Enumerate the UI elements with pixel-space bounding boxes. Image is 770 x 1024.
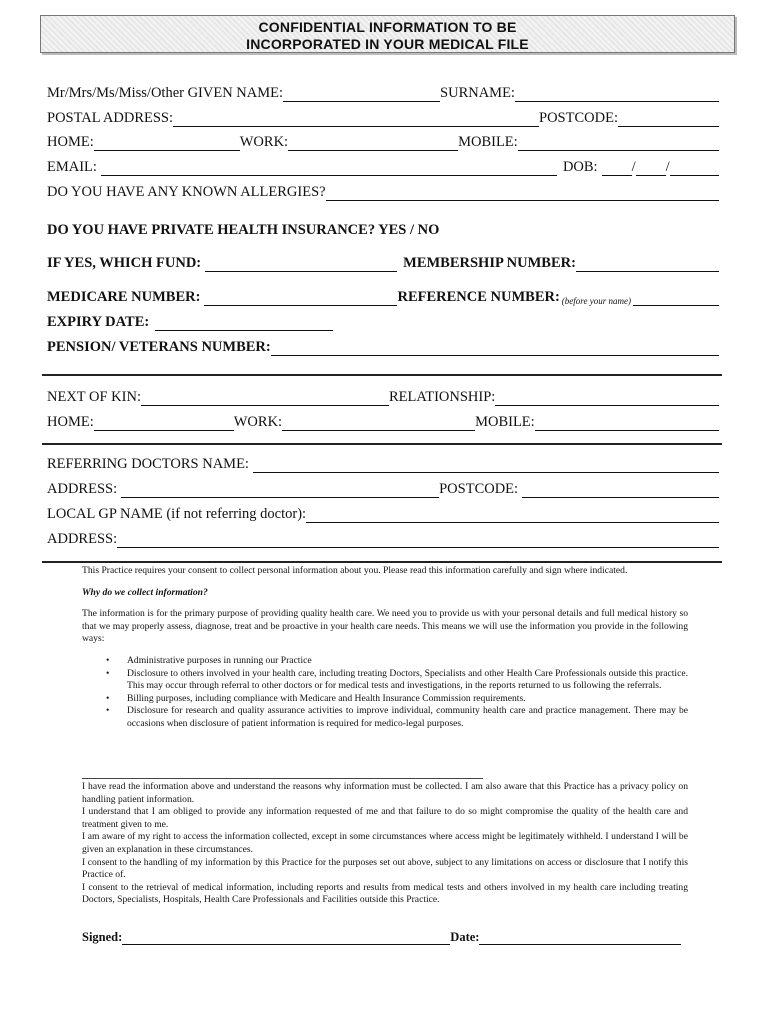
medicare-label: MEDICARE NUMBER: [47, 289, 201, 305]
referral-postcode-label: POSTCODE: [439, 481, 519, 497]
home-phone-field[interactable] [94, 136, 240, 151]
notice-intro: This Practice requires your consent to collect personal information about you. Please read this information carefully and sign where indicated. [82, 565, 628, 576]
declaration-item: I consent to the handling of my information by this Practice for the purposes set out above, subject to any limitations on access or disclosure that I notify this Practice of. [82, 856, 688, 881]
surname-field[interactable] [515, 87, 719, 102]
form-title-line-2: INCORPORATED IN YOUR MEDICAL FILE [246, 36, 529, 52]
name-row [47, 85, 719, 102]
usage-list [82, 655, 688, 731]
referring-doctor-label: REFERRING DOCTORS NAME: [47, 456, 249, 472]
declaration-item: I understand that I am obliged to provide any information requested of me and that failure to do so might compromise the quality of the health care and treatment given to me. [82, 806, 688, 830]
section-divider [42, 443, 722, 445]
work-phone-field[interactable] [288, 136, 458, 151]
allergies-row [47, 184, 719, 201]
gp-row [47, 506, 719, 523]
signature-field[interactable] [122, 932, 450, 945]
declaration-item: I consent to the retrieval of medical information, including reports and results from medical tests and others involved in my health care including treating Doctors, Specialists, Hospitals, Health Care Professionals and Facilities outside this Practice. [82, 881, 688, 906]
section-divider [42, 374, 722, 376]
kin-home-label: HOME: [47, 414, 94, 430]
pension-field[interactable] [271, 341, 719, 356]
kin-mobile-label: MOBILE: [475, 414, 535, 430]
referral-address-row [47, 481, 719, 498]
section-divider [42, 561, 722, 563]
referring-doctor-field[interactable] [253, 458, 719, 473]
declarations [82, 781, 688, 907]
kin-row [47, 389, 719, 406]
email-field[interactable] [101, 161, 557, 176]
date-field[interactable] [479, 932, 681, 945]
reference-field[interactable] [633, 291, 719, 306]
referral-postcode-field[interactable] [522, 483, 719, 498]
allergies-field[interactable] [326, 186, 719, 201]
mobile-label: MOBILE: [458, 134, 518, 150]
medicare-field[interactable] [204, 291, 397, 306]
dob-separator: / [631, 159, 636, 175]
gp-name-label: LOCAL GP NAME (if not referring doctor): [47, 506, 307, 522]
referral-address-label: ADDRESS: [47, 481, 118, 497]
reference-note: (before your name) [561, 296, 631, 306]
postal-row [47, 110, 719, 127]
referring-row [47, 456, 719, 473]
private-insurance-row [47, 222, 719, 239]
reference-label: REFERENCE NUMBER: [397, 289, 560, 305]
gp-address-field[interactable] [117, 533, 719, 548]
expiry-label: EXPIRY DATE: [47, 314, 150, 330]
list-item: • Disclosure to others involved in your health care, including treating Doctors, Specialists and other Health Care Professionals outside this practice. This may occur through referral to other doctors or for medical tests and investigations, in the reports returned to us following the referrals. [82, 668, 688, 693]
relationship-label: RELATIONSHIP: [388, 389, 496, 405]
kin-phone-row [47, 414, 719, 431]
pension-row [47, 339, 719, 356]
kin-home-field[interactable] [94, 416, 234, 431]
fund-row [47, 255, 719, 272]
given-name-field[interactable] [283, 87, 440, 102]
form-title-line-1: CONFIDENTIAL INFORMATION TO BE [258, 19, 517, 35]
expiry-field[interactable] [155, 316, 333, 331]
signed-label: Signed: [82, 930, 123, 944]
postal-address-field[interactable] [179, 112, 539, 127]
dob-day-field[interactable] [602, 161, 632, 176]
list-item: • Disclosure for research and quality assurance activities to improve individual, community health care and practice management. There may be occasions when disclosure of patient information is required for medico-legal purposes. [82, 705, 688, 730]
home-phone-label: HOME: [47, 134, 94, 150]
privacy-notice [82, 565, 688, 731]
kin-work-label: WORK: [233, 414, 283, 430]
email-label: EMAIL: [47, 159, 97, 175]
signature-row [82, 930, 681, 945]
next-of-kin-field[interactable] [141, 391, 389, 406]
dob-label: DOB: [562, 159, 598, 175]
list-item: • Administrative purposes in running our Practice [82, 655, 688, 668]
dob-month-field[interactable] [636, 161, 666, 176]
surname-label: SURNAME: [440, 85, 515, 101]
relationship-field[interactable] [495, 391, 719, 406]
phone-row [47, 134, 719, 151]
fund-field[interactable] [205, 257, 397, 272]
medicare-row [47, 289, 719, 306]
fund-label: IF YES, WHICH FUND: [47, 255, 202, 271]
postcode-field[interactable] [618, 112, 719, 127]
membership-field[interactable] [576, 257, 719, 272]
declaration-item: I am aware of my right to access the information collected, except in some circumstances where access might be legitimately withheld. I understand I will be given an explanation in these circumstances. [82, 831, 688, 855]
gp-address-row [47, 531, 719, 548]
private-insurance-question[interactable]: DO YOU HAVE PRIVATE HEALTH INSURANCE? YES / NO [47, 222, 440, 238]
expiry-row [47, 314, 719, 331]
mobile-field[interactable] [518, 136, 719, 151]
email-row [47, 159, 719, 176]
date-label: Date: [450, 930, 480, 944]
kin-mobile-field[interactable] [535, 416, 719, 431]
given-name-label: Mr/Mrs/Ms/Miss/Other GIVEN NAME: [47, 85, 284, 101]
gp-address-label: ADDRESS: [47, 531, 118, 547]
dob-separator: / [665, 159, 670, 175]
notice-purpose: The information is for the primary purpose of providing quality health care. We need you to provide us with your personal details and full medical history so that we may properly assess, diagnose, treat and be proactive in your health care needs. This means we will use the information you provide in the following ways: [82, 608, 688, 645]
pension-label: PENSION/ VETERANS NUMBER: [47, 339, 271, 355]
list-item: • Billing purposes, including compliance with Medicare and Health Insurance Commission requirements. [82, 693, 688, 706]
gp-name-field[interactable] [306, 508, 719, 523]
dob-year-field[interactable] [670, 161, 719, 176]
notice-heading: Why do we collect information? [82, 586, 208, 598]
referral-address-field[interactable] [121, 483, 439, 498]
kin-work-field[interactable] [282, 416, 475, 431]
form-title [40, 15, 735, 53]
allergies-label: DO YOU HAVE ANY KNOWN ALLERGIES? [47, 184, 326, 200]
work-phone-label: WORK: [239, 134, 289, 150]
declaration-item: I have read the information above and understand the reasons why information must be collected. I am also aware that this Practice has a privacy policy on handling patient information. [82, 781, 688, 805]
next-of-kin-label: NEXT OF KIN: [47, 389, 141, 405]
postal-address-label: POSTAL ADDRESS: [47, 110, 174, 126]
postcode-label: POSTCODE: [539, 110, 618, 126]
membership-label: MEMBERSHIP NUMBER: [403, 255, 576, 271]
declaration-divider [82, 778, 483, 779]
